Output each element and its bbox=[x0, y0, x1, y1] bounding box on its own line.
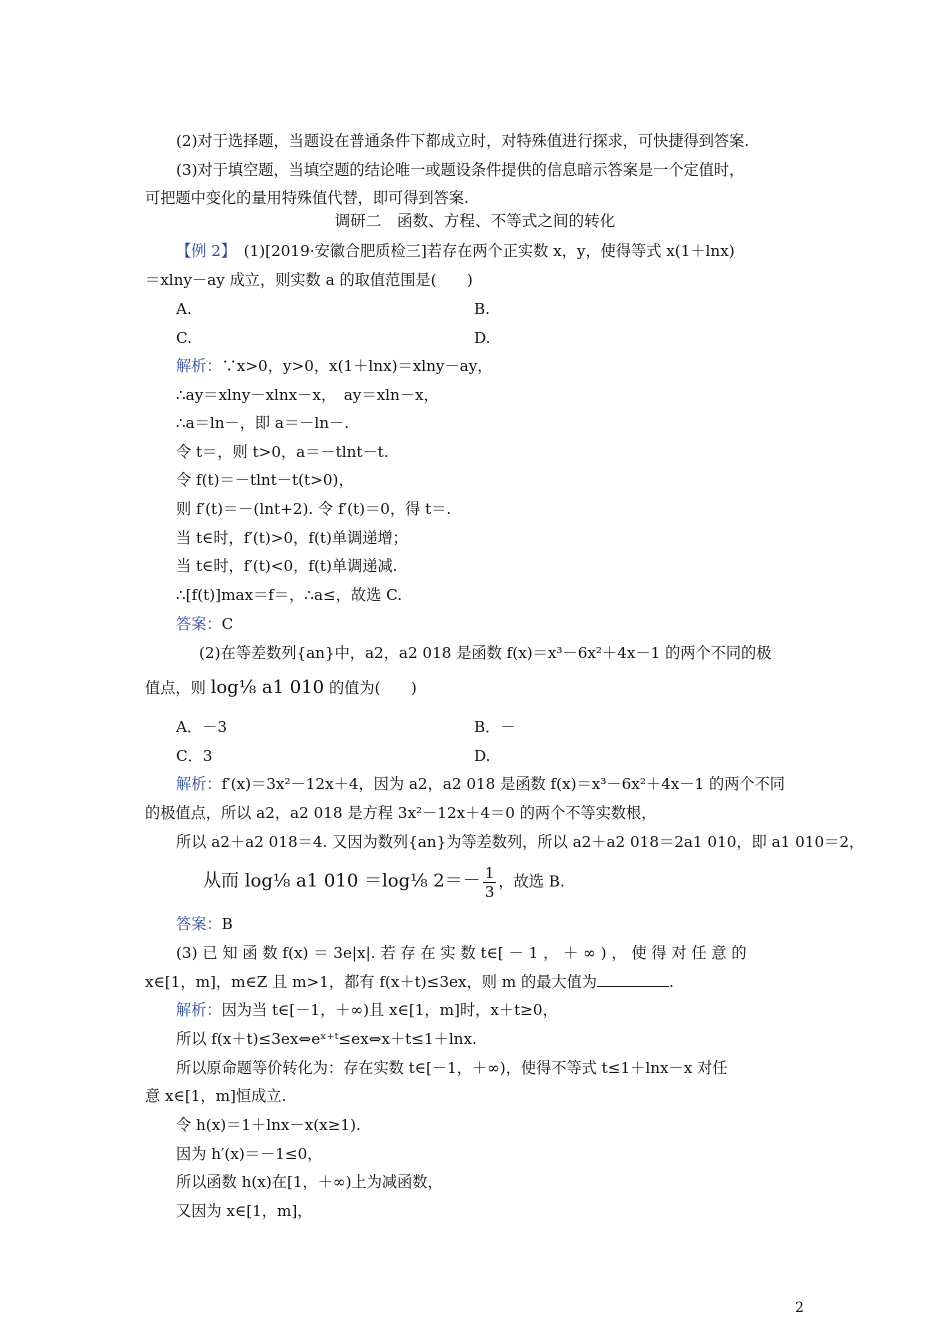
text-line: ∴a＝ln－，即 a＝－ln－. bbox=[176, 414, 350, 432]
option-d: D. bbox=[474, 329, 491, 347]
solution-line bbox=[176, 356, 493, 376]
example-tag: 【例 2】 bbox=[176, 242, 229, 260]
text-line: 令 t＝，则 t>0，a＝－tlnt－t. bbox=[176, 443, 389, 461]
text-line: 从而 log⅛ a1 010 ＝log⅛ 2＝－ $\frac{1}{3}$ ，故选 B. bbox=[203, 864, 565, 901]
text-line: 值点，则 log⅛ a1 010 的值为( ) bbox=[145, 677, 417, 698]
option-b: B．－ bbox=[474, 718, 516, 736]
text-line: (3)对于填空题，当填空题的结论唯一或题设条件提供的信息暗示答案是一个定值时， bbox=[176, 161, 745, 179]
answer-tag: 答案： bbox=[176, 915, 222, 933]
text-line: ∴[f(t)]max＝f＝，∴a≤，故选 C. bbox=[176, 586, 403, 604]
text-line: 所以 f(x＋t)≤3ex⇔eˣ⁺ᵗ≤ex⇔x＋t≤1＋lnx. bbox=[176, 1030, 477, 1048]
page-number: 2 bbox=[795, 1300, 804, 1316]
answer-line bbox=[176, 614, 233, 634]
log-expression: 从而 log⅛ a1 010 ＝log⅛ 2＝－ bbox=[203, 870, 481, 892]
example-line bbox=[176, 241, 735, 261]
solution-tag: 解析： bbox=[176, 357, 222, 375]
section-heading: 调研二 函数、方程、不等式之间的转化 bbox=[334, 212, 616, 230]
text-line: 可把题中变化的量用特殊值代替，即可得到答案. bbox=[145, 189, 469, 207]
text-line: 令 f(t)＝－tlnt－t(t>0)， bbox=[176, 471, 354, 489]
text-line: 所以函数 h(x)在[1，＋∞)上为减函数， bbox=[176, 1173, 443, 1191]
text-line: 当 t∈时，f′(t)>0，f(t)单调递增； bbox=[176, 529, 408, 547]
answer-value: C bbox=[221, 615, 234, 633]
text-line: ∴ay＝xlny－xlnx－x， ay＝xln－x， bbox=[176, 386, 439, 404]
solution-line bbox=[176, 1000, 558, 1020]
solution-line bbox=[176, 774, 785, 794]
option-c: C. bbox=[176, 329, 192, 347]
option-d: D. bbox=[474, 747, 491, 765]
option-a: A．－3 bbox=[176, 718, 228, 736]
fill-in-blank bbox=[597, 972, 669, 987]
text-line: 因为当 t∈[－1，＋∞)且 x∈[1，m]时，x＋t≥0， bbox=[221, 1001, 558, 1019]
option-a: A. bbox=[176, 300, 192, 318]
text-line: ∵x>0，y>0，x(1＋lnx)＝xlny－ay， bbox=[221, 357, 493, 375]
answer-line bbox=[176, 914, 233, 934]
text-line: 又因为 x∈[1，m]， bbox=[176, 1202, 313, 1220]
text-line: (1)[2019·安徽合肥质检三]若存在两个正实数 x，y，使得等式 x(1＋lnx) bbox=[228, 242, 735, 260]
answer-tag: 答案： bbox=[176, 615, 222, 633]
text-line: 所以 a2＋a2 018＝4. 又因为数列{an}为等差数列，所以 a2＋a2 018＝2a1 010，即 a1 010＝2， bbox=[176, 833, 865, 851]
text-line: (2)对于选择题，当题设在普通条件下都成立时，对特殊值进行探求，可快捷得到答案. bbox=[176, 132, 750, 150]
text-line: 则 f′(t)＝－(lnt+2). 令 f′(t)＝0，得 t＝. bbox=[176, 500, 452, 518]
solution-tag: 解析： bbox=[176, 775, 222, 793]
option-b: B. bbox=[474, 300, 490, 318]
fraction: $\frac{1}{3}$ bbox=[484, 864, 495, 901]
text-line: 意 x∈[1，m]恒成立. bbox=[145, 1087, 287, 1105]
text-line: ＝xlny－ay 成立，则实数 a 的取值范围是( ) bbox=[145, 271, 473, 289]
solution-tag: 解析： bbox=[176, 1001, 222, 1019]
answer-value: B bbox=[221, 915, 233, 933]
text-line: x∈[1，m]，m∈Z 且 m>1，都有 f(x＋t)≤3ex，则 m 的最大值为 . bbox=[145, 973, 674, 991]
option-c: C．3 bbox=[176, 747, 213, 765]
text-line: 的极值点，所以 a2，a2 018 是方程 3x²－12x＋4＝0 的两个不等实数根， bbox=[145, 804, 657, 822]
text-line: f′(x)＝3x²－12x＋4，因为 a2，a2 018 是函数 f(x)＝x³－6x²＋4x－1 的两个不同 bbox=[221, 775, 785, 793]
log-expression: log⅛ a1 010 bbox=[210, 677, 325, 698]
text-line: 因为 h′(x)＝－1≤0， bbox=[176, 1145, 323, 1163]
text-line: (3) 已 知 函 数 f(x) ＝ 3e|x|. 若 存 在 实 数 t∈[ － 1 ， ＋ ∞ ) ， 使 得 对 任 意 的 bbox=[176, 944, 747, 962]
text-line: 令 h(x)＝1＋lnx－x(x≥1). bbox=[176, 1116, 361, 1134]
text-line: 当 t∈时，f′(t)<0，f(t)单调递减. bbox=[176, 557, 398, 575]
text-line: 所以原命题等价转化为：存在实数 t∈[－1，＋∞)，使得不等式 t≤1＋lnx－x 对任 bbox=[176, 1059, 728, 1077]
text-line: (2)在等差数列{an}中，a2，a2 018 是函数 f(x)＝x³－6x²＋4x－1 的两个不同的极 bbox=[199, 644, 772, 662]
